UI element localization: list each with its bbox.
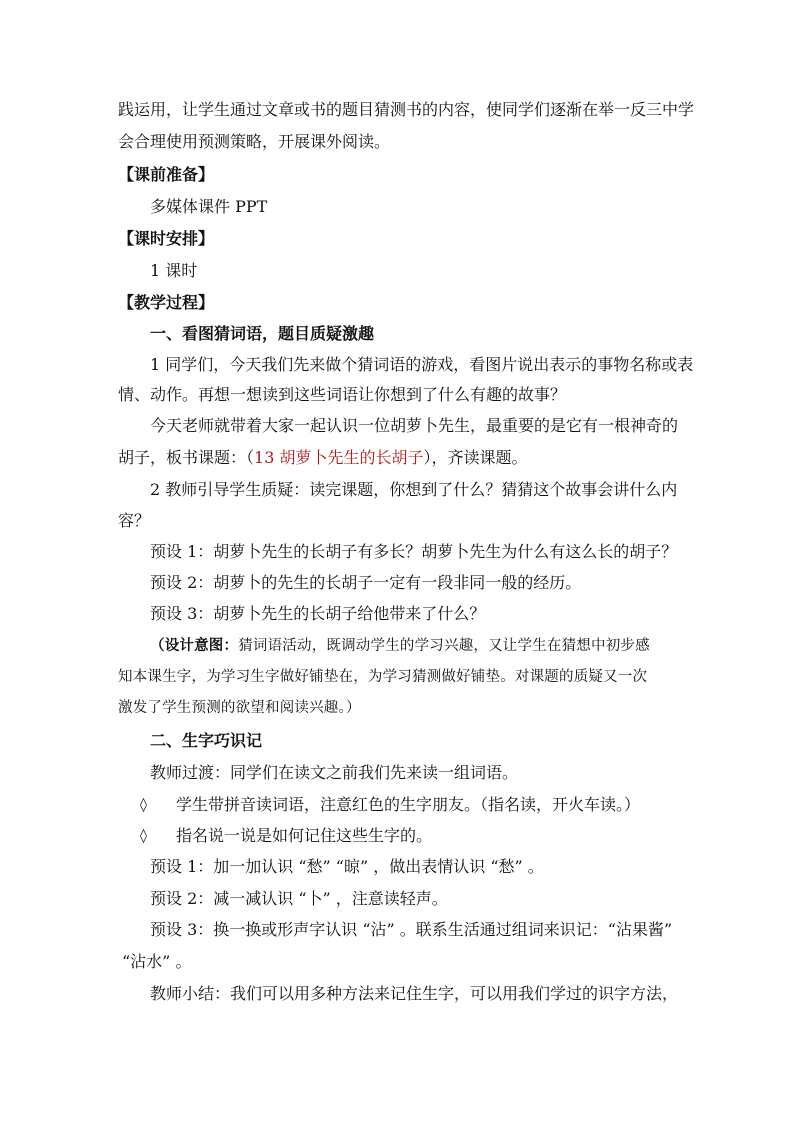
prep-heading: 【课前准备】: [118, 165, 215, 184]
schedule-content: 1 课时: [150, 261, 198, 280]
bullet-diamond-icon: ◊: [140, 797, 147, 813]
design-note-label: （设计意图：: [150, 637, 239, 654]
part1-preset-2: 预设 2：胡萝卜的先生的长胡子一定有一段非同一般的经历。: [150, 573, 582, 592]
schedule-heading: 【课时安排】: [118, 229, 215, 248]
part2-title: 二、生字巧识记: [150, 731, 263, 750]
process-heading: 【教学过程】: [118, 293, 215, 312]
part1-para3-line1: 2 教师引导学生质疑：读完课题，你想到了什么？猜猜这个故事会讲什么内: [150, 480, 678, 499]
part1-para2-line2: [118, 448, 527, 468]
part2-preset-1: 预设 1：加一加认识 “愁” “晾” ，做出表情认识 “愁” 。: [150, 857, 544, 876]
part1-para1-line1: 1 同学们，今天我们先来做个猜词语的游戏，看图片说出表示的事物名称或表: [150, 355, 694, 374]
part1-preset-3: 预设 3：胡萝卜先生的长胡子给他带来了什么？: [150, 604, 486, 623]
board-title-suffix: ），齐读课题。: [423, 448, 528, 467]
part2-preset-2: 预设 2：减一减认识 “卜” ，注意读轻声。: [150, 889, 448, 908]
part1-para3-line2: 容？: [118, 511, 151, 530]
design-note-line-1: [150, 636, 650, 656]
part1-para2-line1: 今天老师就带着大家一起认识一位胡萝卜先生，最重要的是它有一根神奇的: [150, 416, 679, 435]
part1-para1-line2: 情、动作。再想一想读到这些词语让你想到了什么有趣的故事？: [118, 385, 567, 404]
part2-summary: 教师小结：我们可以用多种方法来记住生字，可以用我们学过的识字方法，: [150, 984, 679, 1003]
part2-preset-3-line1: 预设 3：换一换或形声字认识 “沾” 。联系生活通过组词来识记：“沾果酱”: [150, 920, 673, 939]
design-note-line-3: 激发了学生预测的欲望和阅读兴趣。）: [118, 700, 361, 716]
prep-content: 多媒体课件 PPT: [150, 197, 268, 216]
design-note-line-2: 知本课生字，为学习生字做好铺垫在，为学习猜测做好铺垫。对课题的质疑又一次: [118, 669, 648, 685]
part1-title: 一、看图猜词语，题目质疑激趣: [150, 324, 375, 343]
part2-bullet-2: 指名说一说是如何记住这些生字的。: [176, 826, 433, 845]
part2-transition: 教师过渡：同学们在读文之前我们先来读一组词语。: [150, 763, 519, 782]
bullet-diamond-icon: ◊: [140, 828, 147, 844]
part1-preset-1: 预设 1：胡萝卜先生的长胡子有多长？胡萝卜先生为什么有这么长的胡子？: [150, 542, 678, 561]
part2-preset-3-line2: “沾水” 。: [122, 952, 192, 971]
part2-bullet-1: 学生带拼音读词语，注意红色的生字朋友。（指名读，开火车读。）: [176, 795, 641, 814]
intro-line-1: 践运用，让学生通过文章或书的题目猜测书的内容，使同学们逐渐在举一反三中学: [118, 100, 695, 119]
design-note-text: 猜词语活动，既调动学生的学习兴趣，又让学生在猜想中初步感: [238, 638, 650, 654]
board-title-prefix: 胡子，板书课题：（: [118, 448, 255, 467]
lesson-title-red: 13 胡萝卜先生的长胡子: [254, 448, 424, 467]
intro-line-2: 会合理使用预测策略，开展课外阅读。: [118, 132, 391, 151]
